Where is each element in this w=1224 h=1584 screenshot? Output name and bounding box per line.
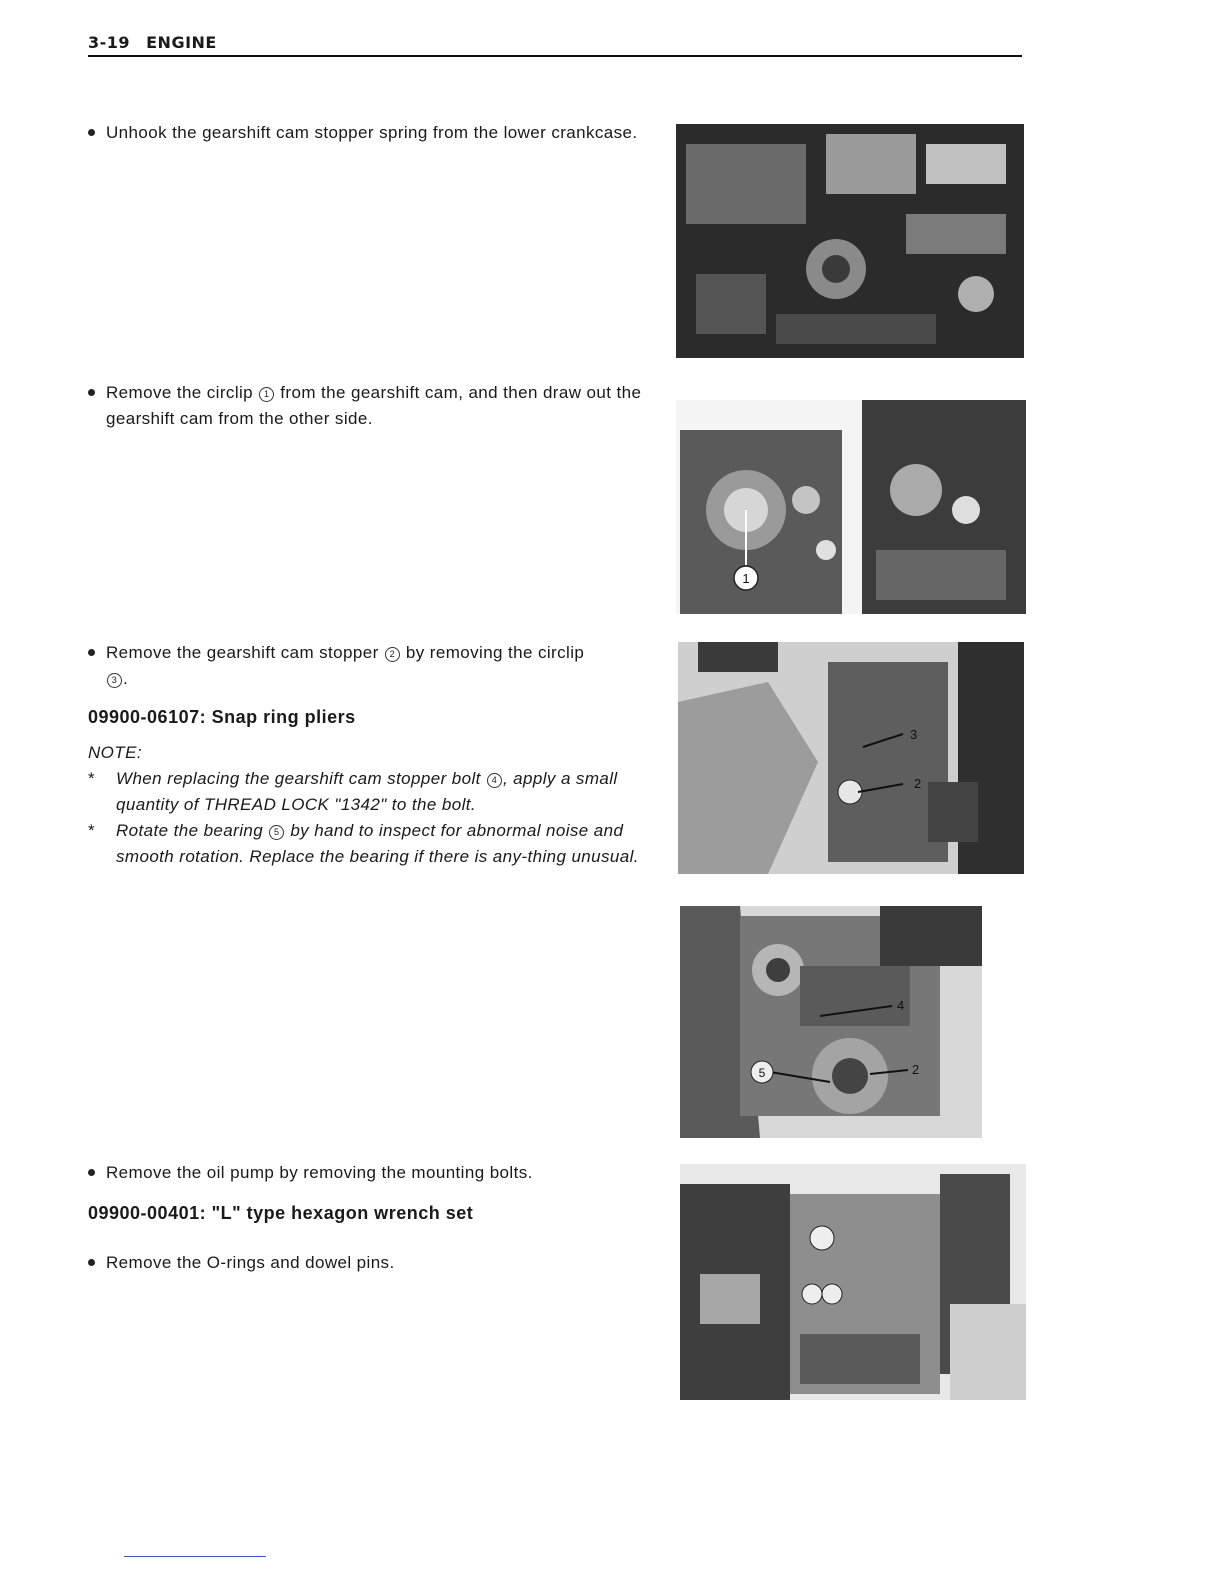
step-3-text: Remove the gearshift cam stopper 2 by removing the circlip 3 . [88,640,648,692]
photo-label-5: 5 [758,1066,766,1080]
step-3-part-a: Remove the gearshift cam stopper [106,643,379,662]
step-2-part-a: Remove the circlip [106,383,254,402]
ref-4: 4 [487,773,502,788]
step-2-part-b: from the gearshift cam, and then draw out the gearshift cam from the other side. [106,383,642,428]
note-item-2: * Rotate the bearing 5 by hand to inspect for abnormal noise and smooth rotation. Replace the bearing if there is any-thing unusual. [88,821,639,866]
ref-3: 3 [107,673,122,688]
photo-label-2b: 2 [912,1062,920,1077]
note-2-part-a: Rotate the bearing [116,821,264,840]
engine-photo-5 [680,1164,1026,1400]
engine-photo-3 [678,642,1024,874]
engine-photo-4 [680,906,982,1138]
ref-1: 1 [259,387,274,402]
step-2-text [88,380,648,432]
step-5-text: Remove the O-rings and dowel pins. [88,1250,648,1276]
ref-5: 5 [269,825,284,840]
step-1-text: Unhook the gearshift cam stopper spring from the lower crankcase. [88,120,648,146]
photo-label-4: 4 [897,998,905,1013]
step-3-part-b: by removing the circlip [405,643,585,662]
note-1-part-b: , apply a small quantity of THREAD LOCK "1342" to the bolt. [116,769,618,814]
engine-photo-1 [676,124,1024,358]
step-4 [88,1160,648,1276]
photo-label-3: 3 [910,727,918,742]
ref-2: 2 [385,647,400,662]
step-4-text: Remove the oil pump by removing the mounting bolts. [88,1160,648,1186]
note-2-part-b: by hand to inspect for abnormal noise and smooth rotation. Replace the bearing if there is any-thing unusual. [116,821,639,866]
photo-label-1: 1 [742,571,750,586]
note-item-1: * When replacing the gearshift cam stopper bolt 4 , apply a small quantity of THREAD LOCK "1342" to the bolt. [88,769,618,814]
section-title: ENGINE [146,33,217,52]
tool-snap-ring-pliers: 09900-06107: Snap ring pliers [88,707,356,727]
note-title: NOTE: [88,743,142,762]
step-3 [88,640,648,870]
step-1 [88,120,648,146]
page-number: 3-19 [88,33,131,52]
note-1-part-a: When replacing the gearshift cam stopper bolt [116,769,481,788]
photo-label-2: 2 [914,776,922,791]
tool-hexagon-wrench-set: 09900-00401: "L" type hexagon wrench set [88,1203,474,1223]
step-2 [88,380,648,432]
engine-photo-2 [676,400,1026,614]
page-header [88,33,1022,57]
footer-rule [124,1556,266,1557]
